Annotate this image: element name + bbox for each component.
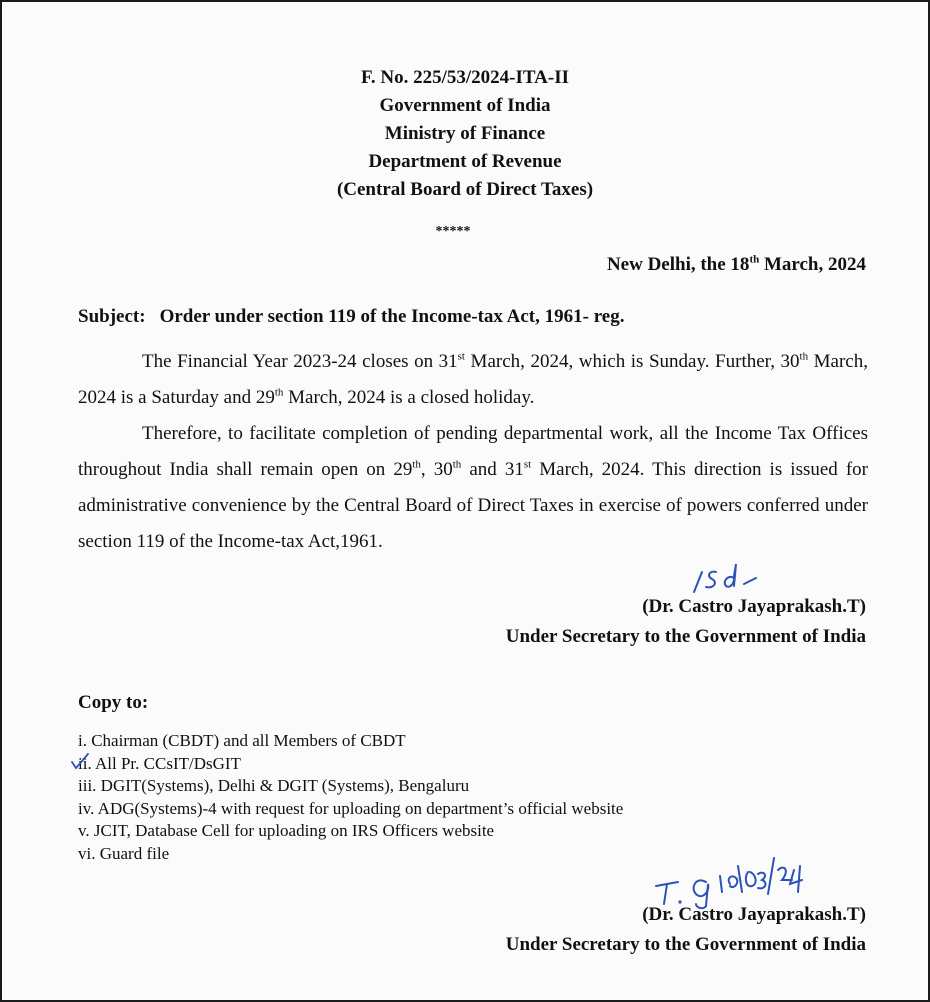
- subject-line: [78, 306, 624, 328]
- board-title: (Central Board of Direct Taxes): [336, 179, 594, 200]
- copy-item: vi. Guard file: [78, 843, 170, 863]
- para1-text-3: March, 2024 is a Saturday and 29: [78, 351, 868, 408]
- subject-text: Order under section 119 of the Income-tax Act, 1961- reg.: [159, 306, 625, 327]
- para1-sup-3: th: [274, 386, 284, 399]
- paragraph-1: [78, 344, 868, 416]
- letter-body: [78, 344, 868, 560]
- ministry-title: Ministry of Finance: [384, 123, 546, 144]
- paragraph-2: [78, 416, 868, 560]
- para2-text-3: and 31: [461, 459, 524, 480]
- government-title: Government of India: [379, 95, 551, 116]
- copy-item: i. Chairman (CBDT) and all Members of CBDT: [78, 731, 406, 750]
- signatory-name-2: (Dr. Castro Jayaprakash.T): [642, 904, 866, 925]
- signature-block-1: [506, 592, 866, 652]
- copy-item: v. JCIT, Database Cell for uploading on IRS Officers website: [78, 821, 495, 841]
- signatory-designation: Under Secretary to the Government of India: [505, 626, 866, 647]
- para2-text-1: Therefore, to facilitate completion of pending departmental work, all the Income Tax Offices throughout India shall remain open on 29: [78, 423, 868, 480]
- para2-text-4: March, 2024. This direction is issued for administrative convenience by the Central Board of Direct Taxes in exercise of powers conferred under section 119 of the Income-tax Act,1961.: [78, 459, 868, 552]
- para2-sup-2: th: [452, 458, 462, 471]
- signature-block-2: [506, 900, 866, 960]
- copy-to-list: [78, 730, 623, 866]
- separator-stars: *****: [435, 224, 471, 239]
- para2-text-2: , 30: [420, 459, 453, 480]
- para1-text-1: The Financial Year 2023-24 closes on 31: [142, 351, 458, 372]
- signatory-name: (Dr. Castro Jayaprakash.T): [642, 596, 866, 617]
- letter-header: [2, 64, 928, 204]
- pen-tick-mark: [66, 750, 106, 772]
- para1-text-4: March, 2024 is a closed holiday.: [283, 387, 535, 408]
- department-title: Department of Revenue: [368, 151, 562, 172]
- file-number: F. No. 225/53/2024-ITA-II: [361, 67, 569, 88]
- date-sup: th: [749, 253, 760, 266]
- copy-to-title: Copy to:: [78, 692, 149, 713]
- copy-item: ii. All Pr. CCsIT/DsGIT: [78, 753, 241, 773]
- copy-item: iii. DGIT(Systems), Delhi & DGIT (Systems), Bengaluru: [78, 776, 470, 796]
- copy-item: iv. ADG(Systems)-4 with request for uploading on department’s official website: [78, 798, 624, 818]
- para2-sup-3: st: [523, 458, 532, 471]
- issue-date: [607, 254, 866, 276]
- date-suffix: March, 2024: [759, 254, 866, 275]
- para2-sup-1: th: [412, 458, 421, 471]
- subject-label: Subject:: [78, 306, 146, 327]
- signatory-designation-2: Under Secretary to the Government of India: [505, 934, 866, 955]
- para1-sup-2: th: [799, 350, 809, 363]
- para1-sup-1: st: [457, 350, 465, 363]
- para1-text-2: March, 2024, which is Sunday. Further, 30: [465, 351, 800, 372]
- date-prefix: New Delhi, the 18: [606, 254, 750, 275]
